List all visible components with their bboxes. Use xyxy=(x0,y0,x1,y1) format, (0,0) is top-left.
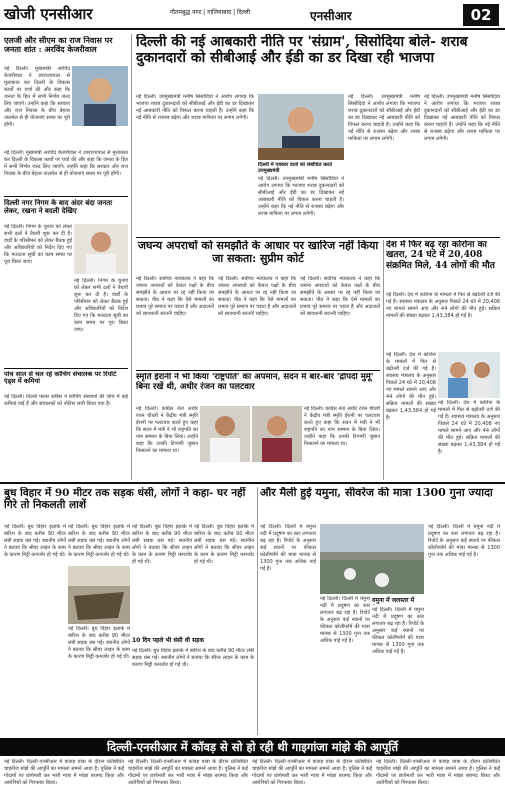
irani-headline: स्मृति ईरानी ने भी किया 'राष्ट्रपति' का अपमान, सदन में बार-बार 'द्रौपदी मुर्मू' बिना रखें थी, अधीर रंजन का पलटवार xyxy=(136,373,374,392)
covid-body-cont: नई दिल्ली। देश में कोरोना के मामलों में फिर से बढ़ोतरी दर्ज की गई है। स्वास्थ्य मंत्रालय के अनुसार पिछले 24 घंटे में 20,408 नए मामले सामने आए और 44 लोगों की मौत हुई। सक्रिय मामलों की संख्या बढ़कर 1,43,384 हो गई है। xyxy=(386,352,436,421)
kejriwal-photo xyxy=(72,66,128,126)
kanwar-body-col3: नई दिल्ली। दिल्ली-एनसीआर में कांवड़ यात्रा के दौरान प्रतिबंधित चाइनीज मांझे की आपूर्ति का मामला सामने आया है। पुलिस ने कई गोदामों पर छापेमारी कर भारी मात्रा में मांझा बरामद किया और आरोपियों को गिरफ्तार किया। xyxy=(252,759,372,786)
budh-body-col3: नई दिल्ली। बुध विहार इलाके में बारिश के बाद करीब 90 मीटर लंबी सड़क धंस गई। स्थानीय लोगों ने बताया कि सीवर लाइन के काम के कारण मिट्टी कमजोर हो गई थी। xyxy=(132,524,192,565)
dateline: गौतमबुद्ध नगर | गाजियाबाद | दिल्ली xyxy=(170,9,251,16)
divider xyxy=(0,482,505,484)
yamuna-subhead: यमुना में जलस्तर में xyxy=(372,597,415,604)
kanwar-body-col4: नई दिल्ली। दिल्ली-एनसीआर में कांवड़ यात्रा के दौरान प्रतिबंधित चाइनीज मांझे की आपूर्ति का मामला सामने आया है। पुलिस ने कई गोदामों पर छापेमारी कर भारी मात्रा में मांझा बरामद किया और आरोपियों को गिरफ्तार किया। xyxy=(376,759,500,786)
excise-headline: दिल्ली की नई आबकारी नीति पर 'संग्राम', सिसोदिया बोले- शराब दुकानदारों को सीबीआई और ईडी का डर दिखा रही भाजपा xyxy=(136,34,468,67)
budh-body-col1: नई दिल्ली। बुध विहार इलाके में बारिश के बाद करीब 90 मीटर लंबी सड़क धंस गई। स्थानीय लोगों ने बताया कि सीवर लाइन के काम के कारण मिट्टी कमजोर हो गई थी। xyxy=(4,524,66,558)
brand-logo: खोजी एनसीआर xyxy=(4,5,93,23)
covid-body: नई दिल्ली। देश में कोरोना के मामलों में फिर से बढ़ोतरी दर्ज की गई है। स्वास्थ्य मंत्रालय के अनुसार पिछले 24 घंटे में 20,408 नए मामले सामने आए और 44 लोगों की मौत हुई। सक्रिय मामलों की संख्या बढ़कर 1,43,384 हो गई है। xyxy=(386,292,500,319)
divider xyxy=(4,368,128,369)
section-name: एनसीआर xyxy=(310,9,352,23)
sc-headline: जघन्य अपराधों को समझौते के आधार पर खारिज नहीं किया जा सकता: सुप्रीम कोर्ट xyxy=(137,240,379,265)
excise-body-col4: नई दिल्ली। उपमुख्यमंत्री मनीष सिसोदिया ने आरोप लगाया कि भाजपा शराब दुकानदारों को सीबीआई और ईडी का डर दिखाकर नई आबकारी नीति को विफल करना चाहती है। उन्होंने कहा कि नई नीति से राजस्व बढ़ेगा और शराब माफिया पर लगाम लगेगी। xyxy=(424,94,500,142)
adhir-photo xyxy=(200,406,250,462)
kejriwal-headline: एलजी और सीएम का राज निवास पर जनता शांत : अरविंद केजरीवाल xyxy=(4,36,113,55)
road-collapse-photo xyxy=(68,566,130,624)
budh-body-col5: नई दिल्ली। बुध विहार इलाके में बारिश के बाद करीब 90 मीटर लंबी सड़क धंस गई। स्थानीय लोगों ने बताया कि सीवर लाइन के काम के कारण मिट्टी कमजोर हो गई थी। xyxy=(132,648,254,668)
yamuna-body-col3: नई दिल्ली। दिल्ली में यमुना नदी में प्रदूषण का स्तर लगातार बढ़ रहा है। रिपोर्ट के अनुसार कई स्थानों पर फीकल कोलीफॉर्म की मात्रा मानक से 1300 गुना तक अधिक पाई गई है। xyxy=(372,607,424,655)
column-rule xyxy=(383,240,384,480)
ndmc-body: नई दिल्ली। निगम के चुनाव को लेकर सभी दलों ने तैयारी शुरू कर दी है। वार्डों के परिसीमन को लेकर बैठक हुई और अधिकारियों को निर्देश दिए गए कि मतदाता सूची का काम समय पर पूरा किया जाए। xyxy=(4,224,72,265)
irani-body-col1: नई दिल्ली। कांग्रेस नेता अधीर रंजन चौधरी ने केंद्रीय मंत्री स्मृति ईरानी पर पलटवार करते हुए कहा कि सदन में मंत्री ने भी राष्ट्रपति का नाम सम्मान के बिना लिया। उन्होंने कहा कि उनकी टिप्पणी जुबान फिसलने का मामला था। xyxy=(136,406,198,454)
yamuna-headline: और मैली हुई यमुना, सीवरेज की मात्रा 1300 गुना ज्यादा xyxy=(260,487,493,499)
ndmc-body-cont: नई दिल्ली। निगम के चुनाव को लेकर सभी दलों ने तैयारी शुरू कर दी है। वार्डों के परिसीमन को लेकर बैठक हुई और अधिकारियों को निर्देश दिए गए कि मतदाता सूची का काम समय पर पूरा किया जाए। xyxy=(74,278,128,333)
divider xyxy=(136,237,500,238)
covid-body-cont2: नई दिल्ली। देश में कोरोना के मामलों में फिर से बढ़ोतरी दर्ज की गई है। स्वास्थ्य मंत्रालय के अनुसार पिछले 24 घंटे में 20,408 नए मामले सामने आए और 44 लोगों की मौत हुई। सक्रिय मामलों की संख्या बढ़कर 1,43,384 हो गई है। xyxy=(438,400,500,455)
budh-body-col2b: नई दिल्ली। बुध विहार इलाके में बारिश के बाद करीब 90 मीटर लंबी सड़क धंस गई। स्थानीय लोगों ने बताया कि सीवर लाइन के काम के कारण मिट्टी कमजोर हो गई थी। xyxy=(68,626,130,660)
sisodia-caption: दिल्ली में पत्रकार वार्ता को संबोधित करते उपमुख्यमंत्री xyxy=(258,162,332,174)
column-rule xyxy=(131,34,132,480)
kejriwal-body-cont: नई दिल्ली। मुख्यमंत्री अरविंद केजरीवाल ने उपराज्यपाल से मुलाकात कर दिल्ली के विकास कार्यों पर चर्चा की और कहा कि जनता के हित में सभी निर्णय जल्द लिए जाएंगे। उन्होंने कहा कि सरकार और राज निवास के बीच बेहतर तालमेल से ही योजनाएं समय पर पूरी होंगी। xyxy=(4,150,128,177)
fire-headline: पांच साल से चल रहे कोचिंग संचालक पर रिपोर्ट एंड्स में कमियां xyxy=(4,371,117,386)
budh-body-col4: नई दिल्ली। बुध विहार इलाके में बारिश के बाद करीब 90 मीटर लंबी सड़क धंस गई। स्थानीय लोगों ने बताया कि सीवर लाइन के काम के कारण मिट्टी कमजोर हो गई थी। xyxy=(194,524,254,565)
budh-body-col2: नई दिल्ली। बुध विहार इलाके में बारिश के बाद करीब 90 मीटर लंबी सड़क धंस गई। स्थानीय लोगों ने बताया कि सीवर लाइन के काम के कारण मिट्टी कमजोर हो गई थी। xyxy=(68,524,130,558)
excise-body-col3: नई दिल्ली। उपमुख्यमंत्री मनीष सिसोदिया ने आरोप लगाया कि भाजपा शराब दुकानदारों को सीबीआई और ईडी का डर दिखाकर नई आबकारी नीति को विफल करना चाहती है। उन्होंने कहा कि नई नीति से राजस्व बढ़ेगा और शराब माफिया पर लगाम लगेगी। xyxy=(348,94,420,142)
fire-body: नई दिल्ली। दिल्ली फायर सर्विस ने कोचिंग संस्थानों की जांच में कई कमियां पाई हैं और संचालकों को नोटिस जारी किया गया है। xyxy=(4,394,128,407)
budh-subhead: 10 दिन पहले भी धंसी थी सड़क xyxy=(132,637,204,644)
covid-photo xyxy=(438,352,500,398)
irani-photo xyxy=(252,406,302,462)
page-number: 02 xyxy=(463,4,499,26)
yamuna-body-col4: नई दिल्ली। दिल्ली में यमुना नदी में प्रदूषण का स्तर लगातार बढ़ रहा है। रिपोर्ट के अनुसार कई स्थानों पर फीकल कोलीफॉर्म की मात्रा मानक से 1300 गुना तक अधिक पाई गई है। xyxy=(428,524,500,558)
masthead xyxy=(0,0,505,30)
divider xyxy=(136,370,380,371)
sisodia-photo xyxy=(258,94,344,160)
covid-headline: देश में फिर बढ़ रहा कोरोना का खतरा, 24 घंटे में 20,408 संक्रमित मिले, 44 लोगों की मौत xyxy=(386,240,495,271)
yamuna-photo xyxy=(320,524,424,594)
budh-headline: बुध विहार में 90 मीटर तक सड़क धंसी, लोगों ने कहा- घर नहीं गिरे तो निकलती लाशें xyxy=(4,487,246,512)
politician-photo xyxy=(74,224,128,274)
excise-body-col1: नई दिल्ली। उपमुख्यमंत्री मनीष सिसोदिया ने आरोप लगाया कि भाजपा शराब दुकानदारों को सीबीआई और ईडी का डर दिखाकर नई आबकारी नीति को विफल करना चाहती है। उन्होंने कहा कि नई नीति से राजस्व बढ़ेगा और शराब माफिया पर लगाम लगेगी। xyxy=(136,94,254,121)
yamuna-body-col2: नई दिल्ली। दिल्ली में यमुना नदी में प्रदूषण का स्तर लगातार बढ़ रहा है। रिपोर्ट के अनुसार कई स्थानों पर फीकल कोलीफॉर्म की मात्रा मानक से 1300 गुना तक अधिक पाई गई है। xyxy=(320,596,370,644)
yamuna-body-col1: नई दिल्ली। दिल्ली में यमुना नदी में प्रदूषण का स्तर लगातार बढ़ रहा है। रिपोर्ट के अनुसार कई स्थानों पर फीकल कोलीफॉर्म की मात्रा मानक से 1300 गुना तक अधिक पाई गई है। xyxy=(260,524,316,572)
kejriwal-body: नई दिल्ली। मुख्यमंत्री अरविंद केजरीवाल ने उपराज्यपाल से मुलाकात कर दिल्ली के विकास कार्यों पर चर्चा की और कहा कि जनता के हित में सभी निर्णय जल्द लिए जाएंगे। उन्होंने कहा कि सरकार और राज निवास के बीच बेहतर तालमेल से ही योजनाएं समय पर पूरी होंगी। xyxy=(4,66,70,128)
column-rule xyxy=(257,487,258,735)
divider xyxy=(4,196,128,197)
kanwar-body-col2: नई दिल्ली। दिल्ली-एनसीआर में कांवड़ यात्रा के दौरान प्रतिबंधित चाइनीज मांझे की आपूर्ति का मामला सामने आया है। पुलिस ने कई गोदामों पर छापेमारी कर भारी मात्रा में मांझा बरामद किया और आरोपियों को गिरफ्तार किया। xyxy=(128,759,248,786)
excise-body-col2: नई दिल्ली। उपमुख्यमंत्री मनीष सिसोदिया ने आरोप लगाया कि भाजपा शराब दुकानदारों को सीबीआई और ईडी का डर दिखाकर नई आबकारी नीति को विफल करना चाहती है। उन्होंने कहा कि नई नीति से राजस्व बढ़ेगा और शराब माफिया पर लगाम लगेगी। xyxy=(258,176,344,217)
irani-body-col2: नई दिल्ली। कांग्रेस नेता अधीर रंजन चौधरी ने केंद्रीय मंत्री स्मृति ईरानी पर पलटवार करते हुए कहा कि सदन में मंत्री ने भी राष्ट्रपति का नाम सम्मान के बिना लिया। उन्होंने कहा कि उनकी टिप्पणी जुबान फिसलने का मामला था। xyxy=(304,406,380,447)
kanwar-banner-headline: दिल्ली-एनसीआर में कॉवड़ से सो हो रही थी गाइगांजा मांझे की आपूर्ति xyxy=(0,738,505,756)
sc-body-col2: नई दिल्ली। सर्वोच्च न्यायालय ने कहा कि जघन्य अपराधों को केवल पक्षों के बीच समझौते के आधार पर रद्द नहीं किया जा सकता। पीठ ने कहा कि ऐसे मामलों का प्रभाव पूरे समाज पर पड़ता है और अदालतों को सावधानी बरतनी चाहिए। xyxy=(218,276,296,317)
ndmc-headline: दिल्ली नगर निगम के बाद अंदर बंदा जनता लेकर, रखना ने बदली देखिए xyxy=(4,199,113,216)
kanwar-body-col1: नई दिल्ली। दिल्ली-एनसीआर में कांवड़ यात्रा के दौरान प्रतिबंधित चाइनीज मांझे की आपूर्ति का मामला सामने आया है। पुलिस ने कई गोदामों पर छापेमारी कर भारी मात्रा में मांझा बरामद किया और आरोपियों को गिरफ्तार किया। xyxy=(4,759,124,786)
sc-body-col3: नई दिल्ली। सर्वोच्च न्यायालय ने कहा कि जघन्य अपराधों को केवल पक्षों के बीच समझौते के आधार पर रद्द नहीं किया जा सकता। पीठ ने कहा कि ऐसे मामलों का प्रभाव पूरे समाज पर पड़ता है और अदालतों को सावधानी बरतनी चाहिए। xyxy=(300,276,380,317)
sc-body-col1: नई दिल्ली। सर्वोच्च न्यायालय ने कहा कि जघन्य अपराधों को केवल पक्षों के बीच समझौते के आधार पर रद्द नहीं किया जा सकता। पीठ ने कहा कि ऐसे मामलों का प्रभाव पूरे समाज पर पड़ता है और अदालतों को सावधानी बरतनी चाहिए। xyxy=(136,276,214,317)
